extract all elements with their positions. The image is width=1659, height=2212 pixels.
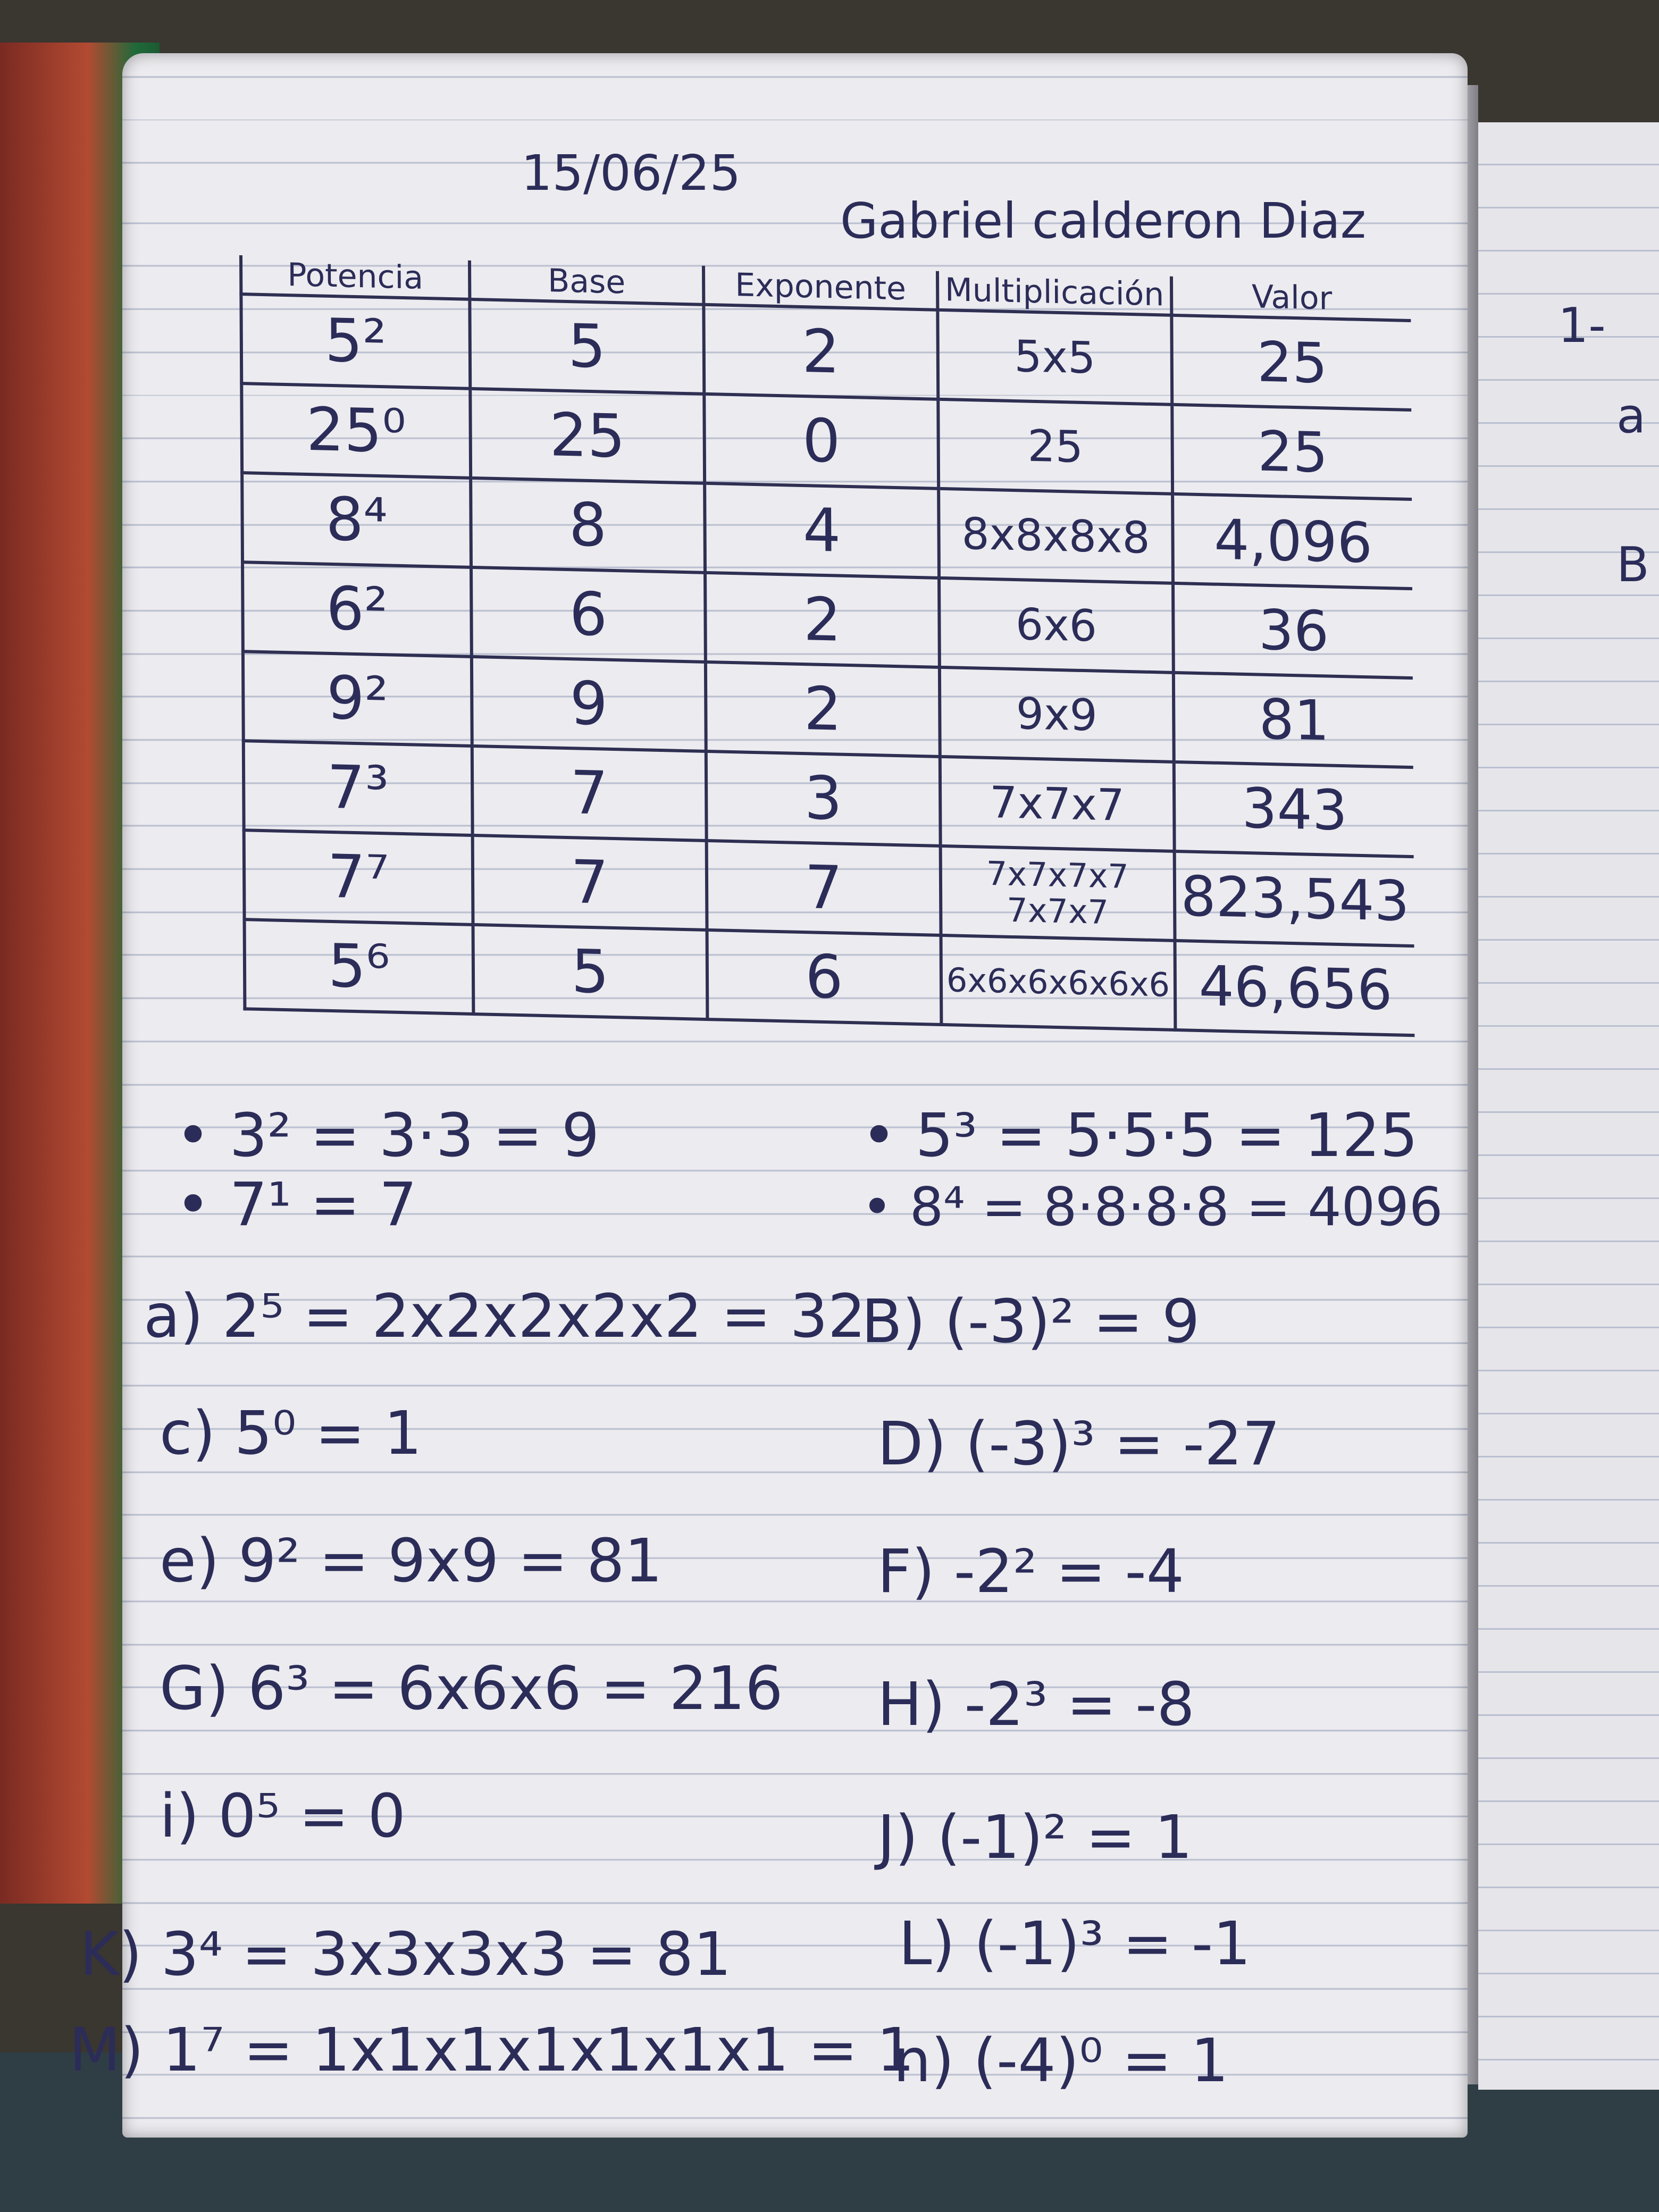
cell-exponente: 6 bbox=[707, 930, 942, 1025]
right-page-text-2: a bbox=[1616, 388, 1646, 444]
exercise-h: H) -2³ = -8 bbox=[877, 1670, 1195, 1739]
cell-valor: 36 bbox=[1173, 583, 1413, 678]
exercise-b: B) (-3)² = 9 bbox=[861, 1287, 1200, 1356]
cell-valor: 823,543 bbox=[1175, 851, 1414, 946]
bullet-example-3: • 5³ = 5·5·5 = 125 bbox=[861, 1101, 1418, 1170]
cell-base: 7 bbox=[473, 835, 707, 930]
exercise-m: M) 1⁷ = 1x1x1x1x1x1x1 = 1 bbox=[69, 2016, 915, 2085]
exercise-k: K) 3⁴ = 3x3x3x3 = 81 bbox=[80, 1920, 732, 1989]
cell-base: 6 bbox=[471, 567, 706, 662]
cell-exponente: 2 bbox=[706, 662, 940, 757]
cell-potencia: 7³ bbox=[244, 741, 473, 835]
cell-valor: 25 bbox=[1171, 315, 1411, 410]
cell-potencia: 6² bbox=[242, 562, 472, 657]
exercise-n: n) (-4)⁰ = 1 bbox=[893, 2026, 1229, 2096]
cell-exponente: 3 bbox=[706, 751, 941, 846]
date-text: 15/06/25 bbox=[521, 145, 741, 202]
cell-potencia: 5⁶ bbox=[245, 919, 474, 1014]
exercise-a: a) 2⁵ = 2x2x2x2x2 = 32 bbox=[144, 1282, 866, 1351]
cell-base: 5 bbox=[470, 299, 704, 394]
cell-exponente: 2 bbox=[703, 305, 938, 399]
cell-multiplicacion: 8x8x8x8 bbox=[939, 489, 1173, 583]
exercise-e: e) 9² = 9x9 = 81 bbox=[160, 1527, 663, 1596]
cell-exponente: 0 bbox=[704, 394, 939, 489]
exercise-d: D) (-3)³ = -27 bbox=[877, 1410, 1280, 1479]
cell-base: 9 bbox=[472, 657, 706, 751]
cell-multiplicacion: 6x6x6x6x6x6 bbox=[941, 935, 1176, 1030]
cell-multiplicacion: 9x9 bbox=[940, 667, 1174, 762]
cell-multiplicacion: 6x6 bbox=[939, 578, 1174, 673]
bullet-example-2: • 7¹ = 7 bbox=[175, 1170, 417, 1239]
exercise-g: G) 6³ = 6x6x6 = 216 bbox=[160, 1654, 783, 1723]
cell-exponente: 2 bbox=[705, 573, 940, 667]
cell-valor: 46,656 bbox=[1175, 941, 1415, 1035]
header-base: Base bbox=[470, 261, 703, 305]
right-page-text-1: 1- bbox=[1558, 298, 1606, 354]
exercise-l: L) (-1)³ = -1 bbox=[899, 1909, 1251, 1979]
cell-valor: 343 bbox=[1174, 762, 1414, 857]
exercise-c: c) 5⁰ = 1 bbox=[160, 1399, 422, 1468]
cell-base: 5 bbox=[473, 925, 708, 1019]
cell-valor: 4,096 bbox=[1172, 494, 1412, 589]
header-potencia: Potencia bbox=[241, 255, 470, 299]
bullet-example-1: • 3² = 3·3 = 9 bbox=[175, 1101, 600, 1170]
cell-multiplicacion: 7x7x7 bbox=[940, 757, 1175, 851]
powers-table-wrap bbox=[239, 255, 1541, 1104]
cell-valor: 81 bbox=[1174, 673, 1413, 767]
cell-potencia: 8⁴ bbox=[242, 473, 471, 567]
header-multiplicacion: Multiplicación bbox=[937, 271, 1171, 315]
cell-multiplicacion: 5x5 bbox=[937, 310, 1172, 405]
cell-potencia: 9² bbox=[243, 651, 472, 746]
student-name: Gabriel calderon Diaz bbox=[840, 192, 1367, 249]
powers-table bbox=[239, 255, 1414, 1037]
cell-potencia: 5² bbox=[241, 294, 470, 389]
cell-base: 7 bbox=[472, 746, 707, 841]
cell-multiplicacion: 7x7x7x7 7x7x7 bbox=[941, 846, 1175, 941]
header-valor: Valor bbox=[1171, 276, 1411, 321]
exercise-i: i) 0⁵ = 0 bbox=[160, 1782, 406, 1851]
cell-potencia: 7⁷ bbox=[244, 830, 473, 925]
exercise-j: J) (-1)² = 1 bbox=[877, 1803, 1193, 1872]
cell-exponente: 4 bbox=[705, 483, 939, 578]
exercise-f: F) -2² = -4 bbox=[877, 1537, 1185, 1606]
header-exponente: Exponente bbox=[703, 266, 937, 310]
cell-valor: 25 bbox=[1172, 405, 1412, 499]
cell-multiplicacion: 25 bbox=[938, 399, 1172, 494]
right-page-text-3: B bbox=[1616, 537, 1649, 593]
bullet-example-4: • 8⁴ = 8·8·8·8 = 4096 bbox=[861, 1176, 1443, 1238]
cell-exponente: 7 bbox=[707, 841, 941, 935]
cell-potencia: 25⁰ bbox=[241, 383, 471, 478]
cell-base: 8 bbox=[471, 478, 705, 573]
cell-base: 25 bbox=[470, 389, 705, 483]
